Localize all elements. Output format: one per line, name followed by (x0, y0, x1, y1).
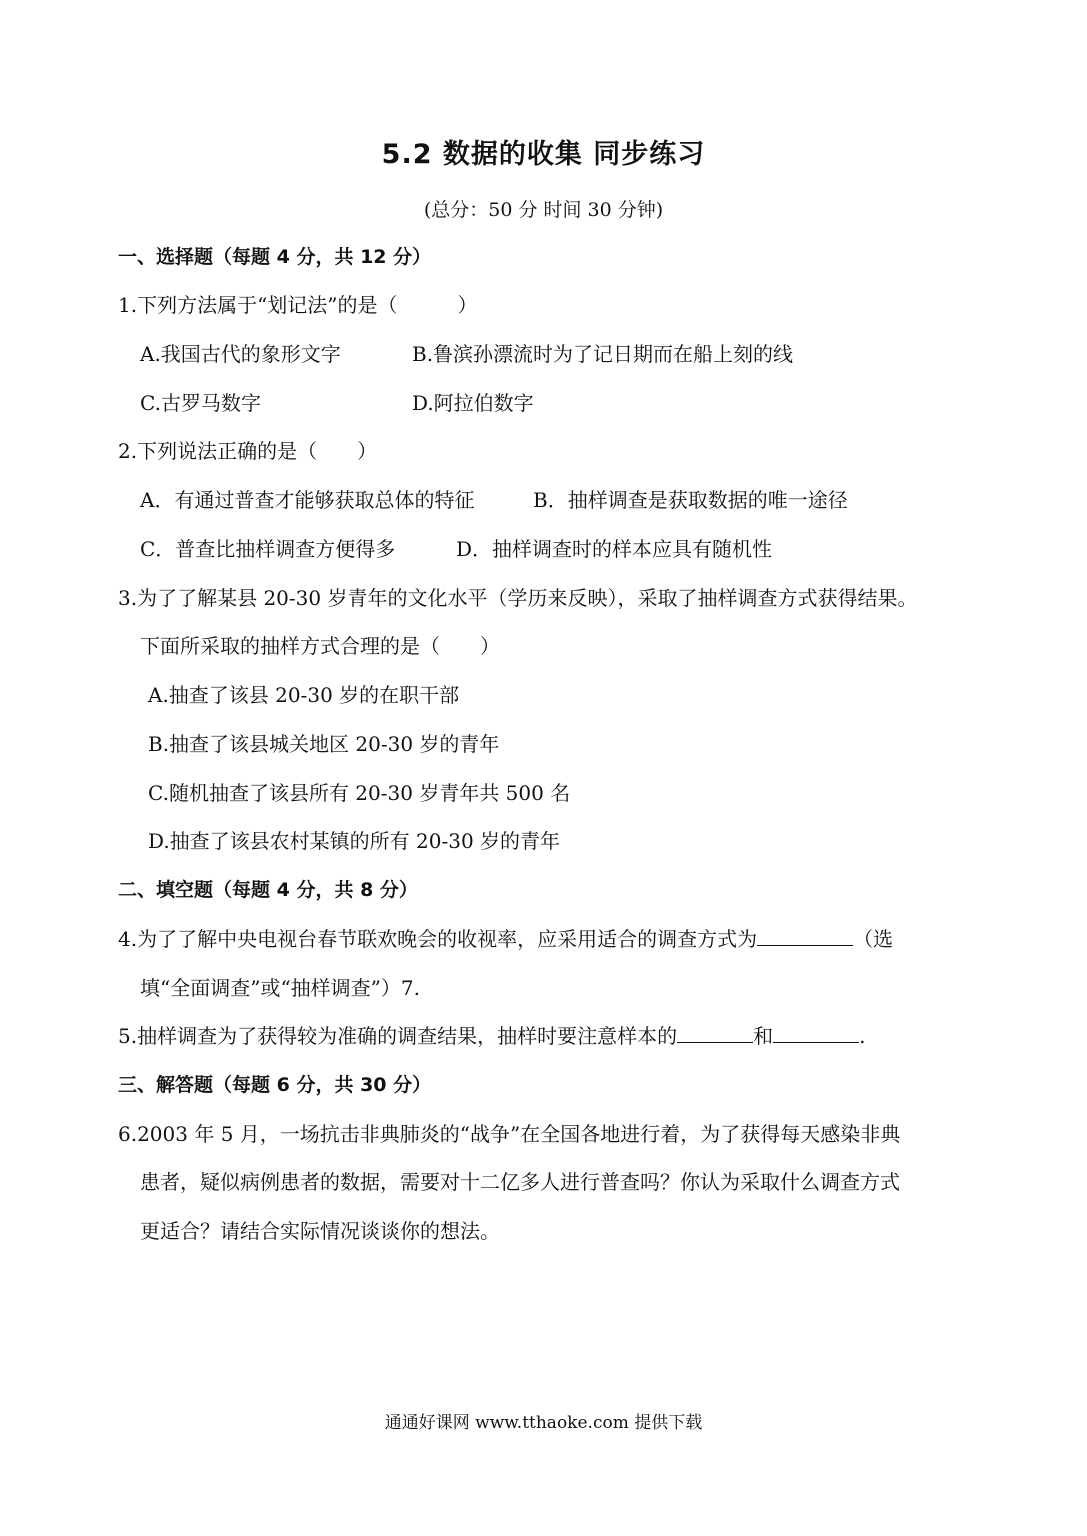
question-2-stem: 2.下列说法正确的是（ ） (118, 439, 378, 463)
page-subtitle: (总分：50 分 时间 30 分钟) (423, 199, 664, 221)
section-heading-choice: 一、选择题（每题 4 分，共 12 分） (118, 246, 432, 268)
question-2-option-b: B．抽样调查是获取数据的唯一途径 (533, 488, 848, 512)
question-4-answer-blank[interactable] (757, 925, 853, 946)
question-4-text: 4.为了了解中央电视台春节联欢晚会的收视率，应采用适合的调查方式为 (118, 927, 758, 951)
question-3-option-b: B.抽查了该县城关地区 20-30 岁的青年 (148, 732, 500, 756)
question-1-option-c: C.古罗马数字 (140, 391, 261, 415)
question-5-connector: 和 (753, 1024, 774, 1048)
question-5-answer-blank-1[interactable] (677, 1022, 753, 1043)
question-2-option-a: A．有通过普查才能够获取总体的特征 (140, 488, 475, 512)
question-3-option-d: D.抽查了该县农村某镇的所有 20-30 岁的青年 (148, 829, 561, 853)
section-heading-answer: 三、解答题（每题 6 分，共 30 分） (118, 1074, 432, 1096)
question-6-line2: 患者，疑似病例患者的数据，需要对十二亿多人进行普查吗？你认为采取什么调查方式 (140, 1170, 900, 1194)
question-1-option-d: D.阿拉伯数字 (412, 391, 534, 415)
question-6-line3: 更适合？请结合实际情况谈谈你的想法。 (140, 1219, 500, 1243)
footer-source: 通通好课网 www.tthaoke.com 提供下载 (384, 1413, 703, 1433)
question-3-option-c: C.随机抽查了该县所有 20-30 岁青年共 500 名 (148, 781, 571, 805)
question-2-option-d: D．抽样调查时的样本应具有随机性 (456, 537, 773, 561)
question-5-text: 5.抽样调查为了获得较为准确的调查结果，抽样时要注意样本的 (118, 1024, 678, 1048)
question-3-stem-line1: 3.为了了解某县 20-30 岁青年的文化水平（学历来反映），采取了抽样调查方式获得结果。 (118, 586, 918, 610)
question-5-end: . (859, 1024, 866, 1048)
question-6-line1: 6.2003 年 5 月，一场抗击非典肺炎的“战争”在全国各地进行着，为了获得每天感染非典 (118, 1122, 901, 1146)
question-2-option-c: C．普查比抽样调查方便得多 (140, 537, 396, 561)
question-4-line1 (118, 925, 893, 953)
question-1-stem: 1.下列方法属于“划记法”的是（ ） (118, 293, 478, 317)
question-1-option-b: B.鲁滨孙漂流时为了记日期而在船上刻的线 (412, 342, 794, 366)
question-5-answer-blank-2[interactable] (773, 1022, 859, 1043)
page-title: 5.2 数据的收集 同步练习 (381, 139, 706, 170)
section-heading-fill: 二、填空题（每题 4 分，共 8 分） (118, 879, 418, 901)
question-3-option-a: A.抽查了该县 20-30 岁的在职干部 (148, 683, 460, 707)
question-3-stem-line2: 下面所采取的抽样方式合理的是（ ） (140, 634, 500, 658)
question-4-text-end: （选 (853, 927, 894, 951)
question-1-option-a: A.我国古代的象形文字 (140, 342, 341, 366)
question-4-line2: 填“全面调查”或“抽样调查”）7. (140, 976, 420, 1000)
question-5 (118, 1022, 865, 1050)
